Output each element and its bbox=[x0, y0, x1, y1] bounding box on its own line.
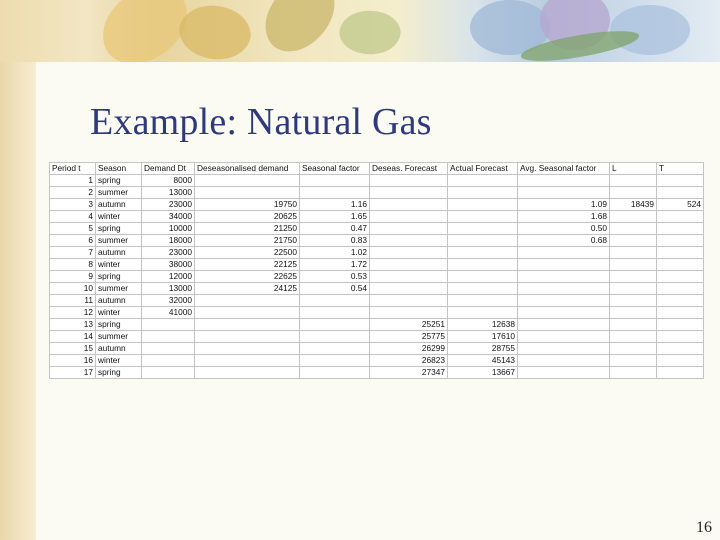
table-cell bbox=[518, 367, 610, 379]
table-cell bbox=[610, 235, 657, 247]
table-cell: 1 bbox=[50, 175, 96, 187]
column-header: Avg. Seasonal factor bbox=[518, 163, 610, 175]
table-cell: 0.47 bbox=[300, 223, 370, 235]
table-cell bbox=[300, 175, 370, 187]
table-cell: 0.83 bbox=[300, 235, 370, 247]
table-row bbox=[50, 319, 704, 331]
table-cell: summer bbox=[96, 187, 142, 199]
top-decorative-banner bbox=[0, 0, 720, 62]
table-cell: winter bbox=[96, 307, 142, 319]
table-cell bbox=[448, 223, 518, 235]
column-header: Period t bbox=[50, 163, 96, 175]
table-cell bbox=[610, 355, 657, 367]
table-cell: 20625 bbox=[195, 211, 300, 223]
table-cell bbox=[370, 271, 448, 283]
table-row bbox=[50, 367, 704, 379]
table-cell bbox=[370, 247, 448, 259]
table-cell: spring bbox=[96, 367, 142, 379]
table-cell: 13667 bbox=[448, 367, 518, 379]
table-cell bbox=[448, 187, 518, 199]
left-decorative-strip bbox=[0, 0, 36, 540]
table-cell bbox=[518, 295, 610, 307]
table-cell bbox=[657, 343, 704, 355]
table-cell bbox=[448, 271, 518, 283]
table-cell: 21250 bbox=[195, 223, 300, 235]
table-row bbox=[50, 175, 704, 187]
table-cell: 22500 bbox=[195, 247, 300, 259]
column-header: L bbox=[610, 163, 657, 175]
table-cell: 8000 bbox=[142, 175, 195, 187]
column-header: Seasonal factor bbox=[300, 163, 370, 175]
table-cell: 5 bbox=[50, 223, 96, 235]
table-cell: 32000 bbox=[142, 295, 195, 307]
table-cell bbox=[195, 187, 300, 199]
table-cell: 24125 bbox=[195, 283, 300, 295]
table-cell bbox=[370, 211, 448, 223]
table-cell: 25251 bbox=[370, 319, 448, 331]
table-cell bbox=[448, 295, 518, 307]
table-cell: summer bbox=[96, 283, 142, 295]
table-row bbox=[50, 247, 704, 259]
table-cell bbox=[610, 175, 657, 187]
table-cell bbox=[370, 223, 448, 235]
table-cell: 11 bbox=[50, 295, 96, 307]
table-cell bbox=[142, 343, 195, 355]
table-cell bbox=[518, 187, 610, 199]
table-cell bbox=[610, 223, 657, 235]
table-row bbox=[50, 307, 704, 319]
table-cell: 0.54 bbox=[300, 283, 370, 295]
table-cell: 45143 bbox=[448, 355, 518, 367]
table-cell: 22625 bbox=[195, 271, 300, 283]
table-cell bbox=[518, 247, 610, 259]
table-cell bbox=[610, 247, 657, 259]
table-cell bbox=[448, 235, 518, 247]
table-row bbox=[50, 271, 704, 283]
table-cell: 34000 bbox=[142, 211, 195, 223]
table-cell: summer bbox=[96, 331, 142, 343]
table-cell bbox=[370, 259, 448, 271]
column-header: Actual Forecast bbox=[448, 163, 518, 175]
table-cell bbox=[657, 235, 704, 247]
table-cell: 524 bbox=[657, 199, 704, 211]
table-cell bbox=[610, 295, 657, 307]
table-cell bbox=[610, 259, 657, 271]
table-cell bbox=[657, 355, 704, 367]
flower-decoration bbox=[610, 5, 690, 55]
table-cell: 1.65 bbox=[300, 211, 370, 223]
table-cell bbox=[300, 355, 370, 367]
table-cell bbox=[300, 343, 370, 355]
table-row bbox=[50, 235, 704, 247]
table-cell bbox=[370, 307, 448, 319]
table-cell: 41000 bbox=[142, 307, 195, 319]
table-cell: 1.72 bbox=[300, 259, 370, 271]
table-cell: 13000 bbox=[142, 283, 195, 295]
table-cell bbox=[657, 247, 704, 259]
column-header: Demand Dt bbox=[142, 163, 195, 175]
table-cell bbox=[657, 331, 704, 343]
table-cell bbox=[657, 223, 704, 235]
table-cell bbox=[610, 367, 657, 379]
table-cell: autumn bbox=[96, 199, 142, 211]
table-cell: autumn bbox=[96, 295, 142, 307]
table-cell bbox=[610, 187, 657, 199]
table-cell: winter bbox=[96, 259, 142, 271]
table-cell: winter bbox=[96, 355, 142, 367]
table-row bbox=[50, 187, 704, 199]
table-cell bbox=[610, 211, 657, 223]
table-cell: 23000 bbox=[142, 247, 195, 259]
table-cell: 7 bbox=[50, 247, 96, 259]
table-cell bbox=[448, 247, 518, 259]
table-cell bbox=[518, 331, 610, 343]
table-cell bbox=[657, 283, 704, 295]
spreadsheet-table bbox=[49, 162, 704, 379]
table-cell bbox=[300, 319, 370, 331]
table-cell bbox=[518, 319, 610, 331]
table-cell: 21750 bbox=[195, 235, 300, 247]
table-body bbox=[50, 175, 704, 379]
table-row bbox=[50, 343, 704, 355]
table-cell: 26299 bbox=[370, 343, 448, 355]
table-row bbox=[50, 331, 704, 343]
table-cell bbox=[300, 187, 370, 199]
table-cell: 17610 bbox=[448, 331, 518, 343]
table-cell: 10000 bbox=[142, 223, 195, 235]
table-cell: 12638 bbox=[448, 319, 518, 331]
table-cell: 19750 bbox=[195, 199, 300, 211]
table-cell bbox=[610, 319, 657, 331]
table-cell: autumn bbox=[96, 343, 142, 355]
table-cell: 13 bbox=[50, 319, 96, 331]
table-cell: 8 bbox=[50, 259, 96, 271]
table-row bbox=[50, 223, 704, 235]
column-header: Season bbox=[96, 163, 142, 175]
table-cell: 1.02 bbox=[300, 247, 370, 259]
table-cell bbox=[657, 307, 704, 319]
table-cell: 15 bbox=[50, 343, 96, 355]
table-cell bbox=[370, 295, 448, 307]
table-cell bbox=[142, 355, 195, 367]
table-cell bbox=[142, 319, 195, 331]
table-cell: 18000 bbox=[142, 235, 195, 247]
table-cell bbox=[657, 367, 704, 379]
table-cell bbox=[300, 307, 370, 319]
table-cell: 27347 bbox=[370, 367, 448, 379]
table-cell: 1.68 bbox=[518, 211, 610, 223]
table-cell: 23000 bbox=[142, 199, 195, 211]
table-cell: 28755 bbox=[448, 343, 518, 355]
table-cell: spring bbox=[96, 175, 142, 187]
table-cell bbox=[195, 331, 300, 343]
table-row bbox=[50, 355, 704, 367]
table-cell bbox=[610, 307, 657, 319]
table-row bbox=[50, 259, 704, 271]
leaf-decoration bbox=[250, 0, 350, 62]
table-cell: 17 bbox=[50, 367, 96, 379]
table-cell bbox=[448, 175, 518, 187]
table-cell: 9 bbox=[50, 271, 96, 283]
table-cell bbox=[518, 355, 610, 367]
table-cell: winter bbox=[96, 211, 142, 223]
table-cell bbox=[195, 175, 300, 187]
table-cell bbox=[195, 355, 300, 367]
table-cell bbox=[448, 283, 518, 295]
table-cell bbox=[518, 259, 610, 271]
page-number: 16 bbox=[696, 519, 712, 536]
table-cell: 1.16 bbox=[300, 199, 370, 211]
table-cell bbox=[448, 211, 518, 223]
table-row bbox=[50, 295, 704, 307]
table-cell bbox=[657, 211, 704, 223]
table-cell: 4 bbox=[50, 211, 96, 223]
table-cell bbox=[657, 319, 704, 331]
table-cell bbox=[657, 295, 704, 307]
table-cell bbox=[195, 307, 300, 319]
table-cell: 38000 bbox=[142, 259, 195, 271]
table-cell: 25775 bbox=[370, 331, 448, 343]
table-cell bbox=[518, 271, 610, 283]
table-cell: 0.53 bbox=[300, 271, 370, 283]
table-header-row bbox=[50, 163, 704, 175]
table-cell: 12 bbox=[50, 307, 96, 319]
table-cell bbox=[657, 259, 704, 271]
leaf-decoration bbox=[335, 3, 405, 62]
table-row bbox=[50, 199, 704, 211]
table-cell: 13000 bbox=[142, 187, 195, 199]
table-cell: 16 bbox=[50, 355, 96, 367]
table-cell: 6 bbox=[50, 235, 96, 247]
table-row bbox=[50, 283, 704, 295]
table-cell bbox=[370, 199, 448, 211]
column-header: Deseas. Forecast bbox=[370, 163, 448, 175]
table-cell bbox=[370, 283, 448, 295]
table-cell: spring bbox=[96, 319, 142, 331]
table-cell bbox=[610, 343, 657, 355]
table-cell: summer bbox=[96, 235, 142, 247]
table-cell bbox=[195, 343, 300, 355]
table-cell bbox=[195, 319, 300, 331]
table-cell: 26823 bbox=[370, 355, 448, 367]
table-cell: spring bbox=[96, 271, 142, 283]
table-cell: 14 bbox=[50, 331, 96, 343]
table-cell bbox=[300, 367, 370, 379]
table-cell: 10 bbox=[50, 283, 96, 295]
table-cell: spring bbox=[96, 223, 142, 235]
table-cell bbox=[518, 343, 610, 355]
table-cell: 18439 bbox=[610, 199, 657, 211]
table-cell bbox=[610, 283, 657, 295]
table-cell bbox=[370, 187, 448, 199]
table-cell: 1.09 bbox=[518, 199, 610, 211]
column-header: T bbox=[657, 163, 704, 175]
table-cell bbox=[610, 331, 657, 343]
table-cell bbox=[657, 271, 704, 283]
table-cell bbox=[518, 307, 610, 319]
table-cell bbox=[300, 295, 370, 307]
table-cell: 3 bbox=[50, 199, 96, 211]
table-cell bbox=[657, 187, 704, 199]
table-cell bbox=[518, 175, 610, 187]
table-cell bbox=[448, 307, 518, 319]
table-cell bbox=[370, 175, 448, 187]
table-cell bbox=[195, 367, 300, 379]
table-cell: 2 bbox=[50, 187, 96, 199]
table-cell: autumn bbox=[96, 247, 142, 259]
table-cell bbox=[195, 295, 300, 307]
table-row bbox=[50, 211, 704, 223]
table-cell bbox=[448, 259, 518, 271]
table-cell bbox=[657, 175, 704, 187]
table-cell: 22125 bbox=[195, 259, 300, 271]
table-cell: 0.50 bbox=[518, 223, 610, 235]
table-cell bbox=[448, 199, 518, 211]
table-cell bbox=[142, 331, 195, 343]
column-header: Deseasonalised demand bbox=[195, 163, 300, 175]
table-cell bbox=[300, 331, 370, 343]
slide-title: Example: Natural Gas bbox=[90, 101, 432, 143]
table-cell: 0.68 bbox=[518, 235, 610, 247]
table-cell bbox=[370, 235, 448, 247]
table-cell bbox=[610, 271, 657, 283]
table-cell bbox=[142, 367, 195, 379]
table-cell bbox=[518, 283, 610, 295]
table-cell: 12000 bbox=[142, 271, 195, 283]
